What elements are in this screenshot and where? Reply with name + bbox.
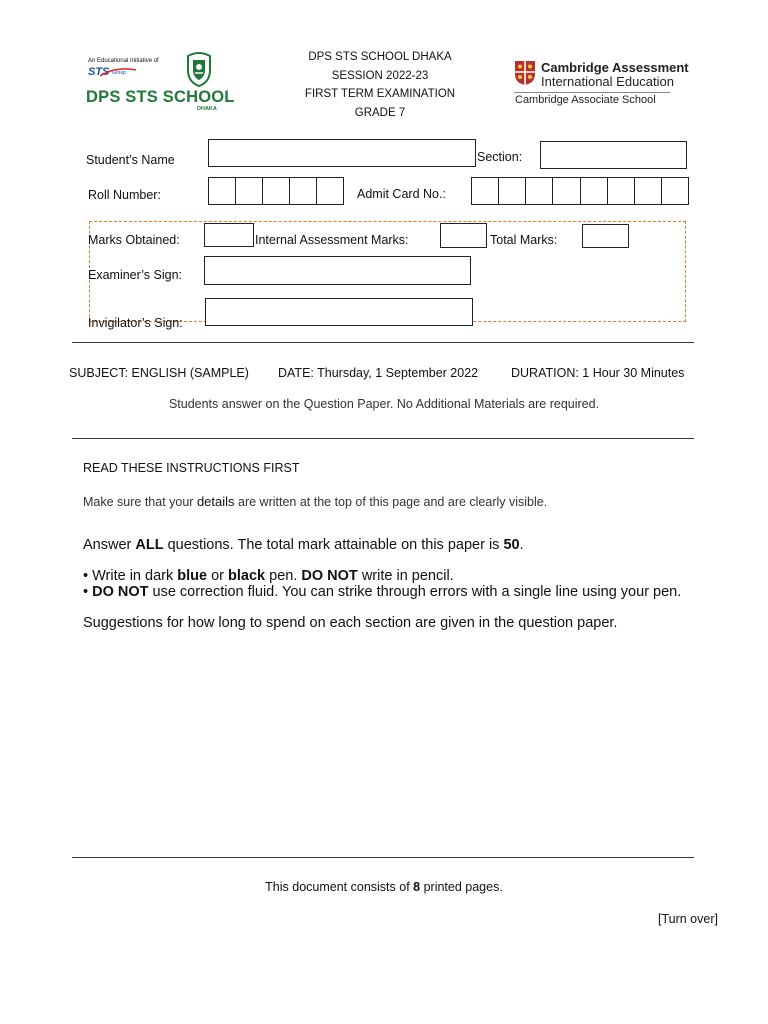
internal-assessment-label: Internal Assessment Marks: (255, 233, 409, 247)
b2-end: use correction fluid. You can strike through errors with a single line using your pen. (148, 584, 682, 600)
turn-over: [Turn over] (658, 912, 718, 926)
details-word: details (196, 494, 235, 509)
answer-line (83, 537, 524, 553)
sts-sub: Group (112, 70, 126, 76)
instructions-heading: READ THESE INSTRUCTIONS FIRST (83, 461, 300, 475)
cambridge-divider (514, 92, 670, 93)
header-grade: GRADE 7 (354, 107, 406, 119)
divider-bottom (72, 857, 694, 858)
b1-black: black (228, 568, 266, 584)
total-marks-label: Total Marks: (490, 233, 558, 247)
cambridge-shield-icon (514, 60, 536, 86)
roll-number-label: Roll Number: (88, 188, 161, 202)
section-field[interactable] (540, 141, 687, 169)
internal-assessment-field[interactable] (440, 223, 487, 248)
roll-number-field[interactable] (208, 177, 344, 205)
cambridge-line3: Cambridge Associate School (515, 94, 656, 106)
cambridge-line1: Cambridge Assessment (541, 60, 689, 75)
school-city-logo: DHAKA (197, 106, 217, 112)
invigilator-sign-field[interactable] (205, 298, 473, 326)
suggestion-line: Suggestions for how long to spend on each section are given in the question paper. (83, 615, 618, 631)
sts-swoosh-icon (98, 64, 138, 78)
header-session: SESSION 2022-23 (331, 70, 429, 82)
examiner-sign-field[interactable] (204, 256, 471, 285)
answer-all: ALL (135, 537, 164, 553)
examiner-sign-label: Examiner’s Sign: (88, 268, 183, 282)
admit-card-label: Admit Card No.: (357, 187, 446, 201)
bullet-dot-2: • (83, 584, 89, 600)
answer-mid: questions. The total mark attainable on this paper is (163, 537, 504, 553)
bullet-2 (83, 584, 681, 600)
b1-pen: pen. (265, 568, 302, 584)
b1-or: or (207, 568, 229, 584)
answer-total: 50 (503, 537, 520, 553)
pages-pre: This document consists of (265, 880, 414, 894)
student-name-field[interactable] (208, 139, 476, 167)
header-exam: FIRST TERM EXAMINATION (304, 88, 456, 100)
admit-card-field[interactable] (471, 177, 689, 205)
b1-pre: Write in dark (92, 568, 178, 584)
cambridge-line2: International Education (541, 74, 674, 89)
school-crest-icon (184, 50, 214, 88)
pages-post: printed pages. (420, 880, 503, 894)
marks-obtained-field[interactable] (204, 223, 254, 247)
b1-donot: DO NOT (301, 568, 358, 584)
answer-pre: Answer (83, 537, 136, 553)
logo-tagline: An Educational Initiative of (88, 58, 159, 64)
divider-middle (72, 438, 694, 439)
bullet-1 (83, 568, 454, 584)
b2-donot: DO NOT (92, 584, 149, 600)
b1-end: write in pencil. (357, 568, 454, 584)
marks-obtained-label: Marks Obtained: (88, 233, 180, 247)
subject-text: SUBJECT: ENGLISH (SAMPLE) (69, 366, 249, 380)
details-pre: Make sure that your (83, 495, 197, 509)
section-label: Section: (477, 150, 523, 164)
total-marks-field[interactable] (582, 224, 629, 248)
school-name-logo: DPS STS SCHOOL (86, 88, 235, 106)
divider-top (72, 342, 694, 343)
pages-num: 8 (413, 880, 421, 894)
student-name-label: Student’s Name (86, 153, 175, 167)
bullet-dot-1: • (83, 568, 89, 584)
date-text: DATE: Thursday, 1 September 2022 (278, 366, 479, 380)
duration-text: DURATION: 1 Hour 30 Minutes (511, 366, 685, 380)
materials-note: Students answer on the Question Paper. No Additional Materials are required. (168, 397, 600, 411)
details-post: are written at the top of this page and are clearly visible. (234, 495, 548, 509)
sts-mark: STS (88, 66, 110, 78)
invigilator-sign-label: Invigilator’s Sign: (88, 316, 183, 330)
details-line (83, 494, 547, 509)
answer-end: . (519, 537, 524, 553)
page-count-line (0, 880, 768, 894)
header-school: DPS STS SCHOOL DHAKA (308, 51, 452, 63)
b1-blue: blue (177, 568, 208, 584)
